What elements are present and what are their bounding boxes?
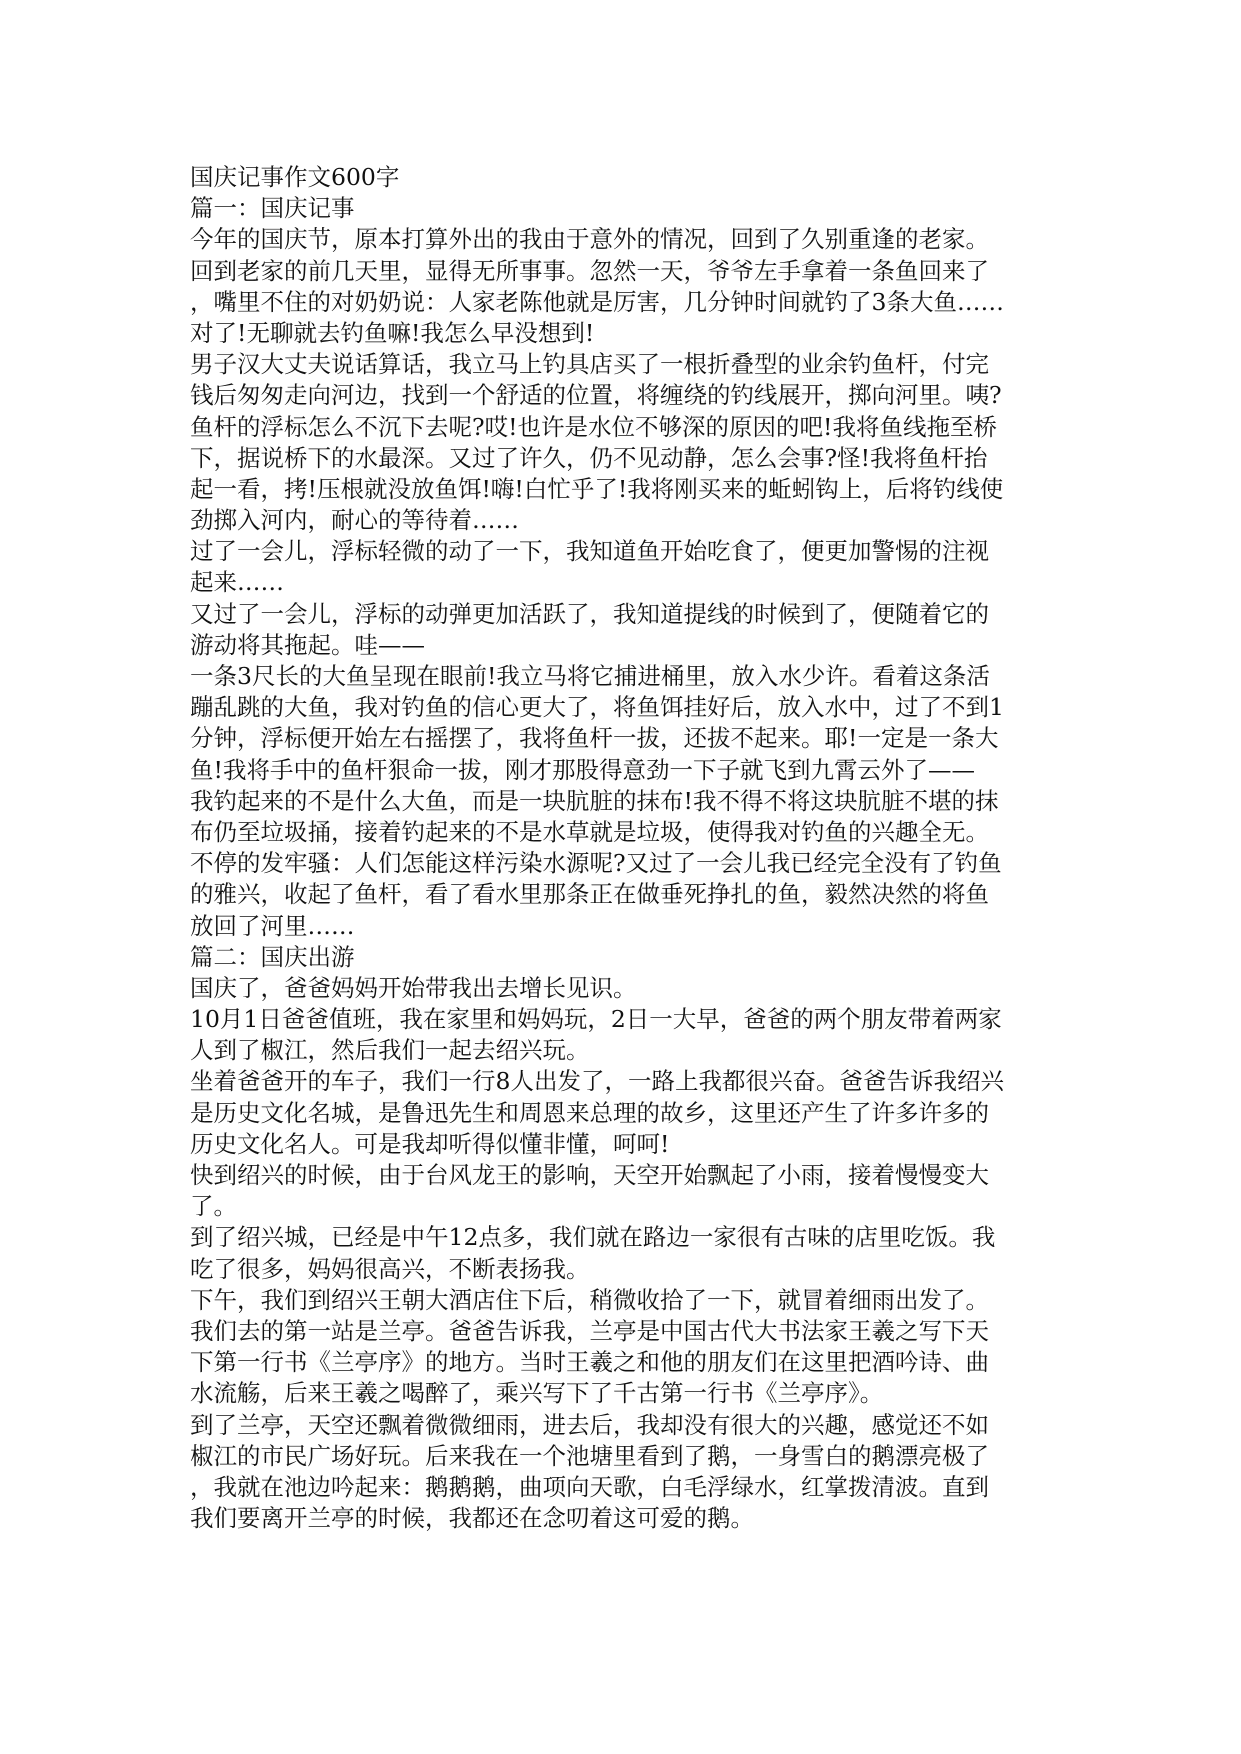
text-line: 历史文化名人。可是我却听得似懂非懂，呵呵! [190,1129,670,1158]
text-line: 坐着爸爸开的车子，我们一行8人出发了，一路上我都很兴奋。爸爸告诉我绍兴 [190,1067,1004,1096]
text-line: ，我就在池边吟起来：鹅鹅鹅，曲项向天歌，白毛浮绿水，红掌拨清波。直到 [190,1472,989,1501]
document-page [190,162,1050,1534]
text-line: 分钟，浮标便开始左右摇摆了，我将鱼杆一拔，还拔不起来。耶!一定是一条大 [190,724,999,753]
text-line: 到了绍兴城，已经是中午12点多，我们就在路边一家很有古味的店里吃饭。我 [190,1223,996,1252]
text-line: 放回了河里…… [190,911,355,940]
text-line: 对了!无聊就去钓鱼嘛!我怎么早没想到! [190,318,595,347]
text-line: 篇一：国庆记事 [190,194,355,223]
text-line: 10月1日爸爸值班，我在家里和妈妈玩，2日一大早，爸爸的两个朋友带着两家 [190,1005,1002,1034]
text-line: 下午，我们到绍兴王朝大酒店住下后，稍微收拾了一下，就冒着细雨出发了。 [190,1285,989,1314]
text-line: 今年的国庆节，原本打算外出的我由于意外的情况，回到了久别重逢的老家。 [190,225,989,254]
text-line: 又过了一会儿，浮标的动弹更加活跃了，我知道提线的时候到了，便随着它的 [190,599,989,628]
text-line: 一条3尺长的大鱼呈现在眼前!我立马将它捕进桶里，放入水少许。看着这条活 [190,662,990,690]
text-line: 蹦乱跳的大鱼，我对钓鱼的信心更大了，将鱼饵挂好后，放入水中，过了不到1 [190,693,1004,722]
text-line: 吃了很多，妈妈很高兴，不断表扬我。 [190,1254,590,1283]
text-line: 快到绍兴的时候，由于台风龙王的影响，天空开始飘起了小雨，接着慢慢变大 [190,1161,989,1189]
text-line: 过了一会儿，浮标轻微的动了一下，我知道鱼开始吃食了，便更加警惕的注视 [190,537,989,566]
text-line: 人到了椒江，然后我们一起去绍兴玩。 [190,1036,590,1065]
text-line: 我们要离开兰亭的时候，我都还在念叨着这可爱的鹅。 [190,1504,754,1533]
text-line: 回到老家的前几天里，显得无所事事。忽然一天，爷爷左手拿着一条鱼回来了 [190,256,989,285]
text-line: 国庆了，爸爸妈妈开始带我出去增长见识。 [190,973,637,1002]
text-line: 布仍至垃圾捅，接着钓起来的不是水草就是垃圾，使得我对钓鱼的兴趣全无。 [190,817,989,846]
document-title: 国庆记事作文600字 [190,163,400,191]
text-line: 男子汉大丈夫说话算话，我立马上钓具店买了一根折叠型的业余钓鱼杆，付完 [190,350,989,379]
text-line: 下第一行书《兰亭序》的地方。当时王羲之和他的朋友们在这里把酒吟诗、曲 [190,1348,989,1377]
text-line: 起一看，拷!压根就没放鱼饵!嗨!白忙乎了!我将刚买来的蚯蚓钩上，后将钓线使 [190,474,1004,503]
text-line: 劲掷入河内，耐心的等待着…… [190,506,519,535]
text-line: 钱后匆匆走向河边，找到一个舒适的位置，将缠绕的钓线展开，掷向河里。咦? [190,381,1002,410]
text-line: ，嘴里不住的对奶奶说：人家老陈他就是厉害，几分钟时间就钓了3条大鱼…… [190,287,1004,316]
text-line: 到了兰亭，天空还飘着微微细雨，进去后，我却没有很大的兴趣，感觉还不如 [190,1410,989,1439]
text-line: 起来…… [190,568,284,597]
text-line: 下，据说桥下的水最深。又过了许久，仍不见动静，怎么会事?怪!我将鱼杆抬 [190,443,988,472]
text-line: 的雅兴，收起了鱼杆，看了看水里那条正在做垂死挣扎的鱼，毅然决然的将鱼 [190,880,989,909]
text-line: 游动将其拖起。哇—— [190,630,425,659]
text-line: 是历史文化名城，是鲁迅先生和周恩来总理的故乡，这里还产生了许多许多的 [190,1098,989,1127]
text-line: 不停的发牢骚：人们怎能这样污染水源呢?又过了一会儿我已经完全没有了钓鱼 [190,849,1002,878]
text-line: 鱼杆的浮标怎么不沉下去呢?哎!也许是水位不够深的原因的吧!我将鱼线拖至桥 [190,412,997,441]
text-line: 椒江的市民广场好玩。后来我在一个池塘里看到了鹅，一身雪白的鹅漂亮极了 [190,1441,989,1470]
text-line: 了。 [190,1192,237,1221]
text-line: 鱼!我将手中的鱼杆狠命一拔，刚才那股得意劲一下子就飞到九霄云外了—— [190,755,975,784]
text-line: 我钓起来的不是什么大鱼，而是一块肮脏的抹布!我不得不将这块肮脏不堪的抹 [190,786,999,815]
text-line: 我们去的第一站是兰亭。爸爸告诉我，兰亭是中国古代大书法家王羲之写下天 [190,1316,989,1345]
text-line: 篇二：国庆出游 [190,942,355,971]
text-line: 水流觞，后来王羲之喝醉了，乘兴写下了千古第一行书《兰亭序》。 [190,1379,884,1408]
document-body [190,193,1050,1534]
